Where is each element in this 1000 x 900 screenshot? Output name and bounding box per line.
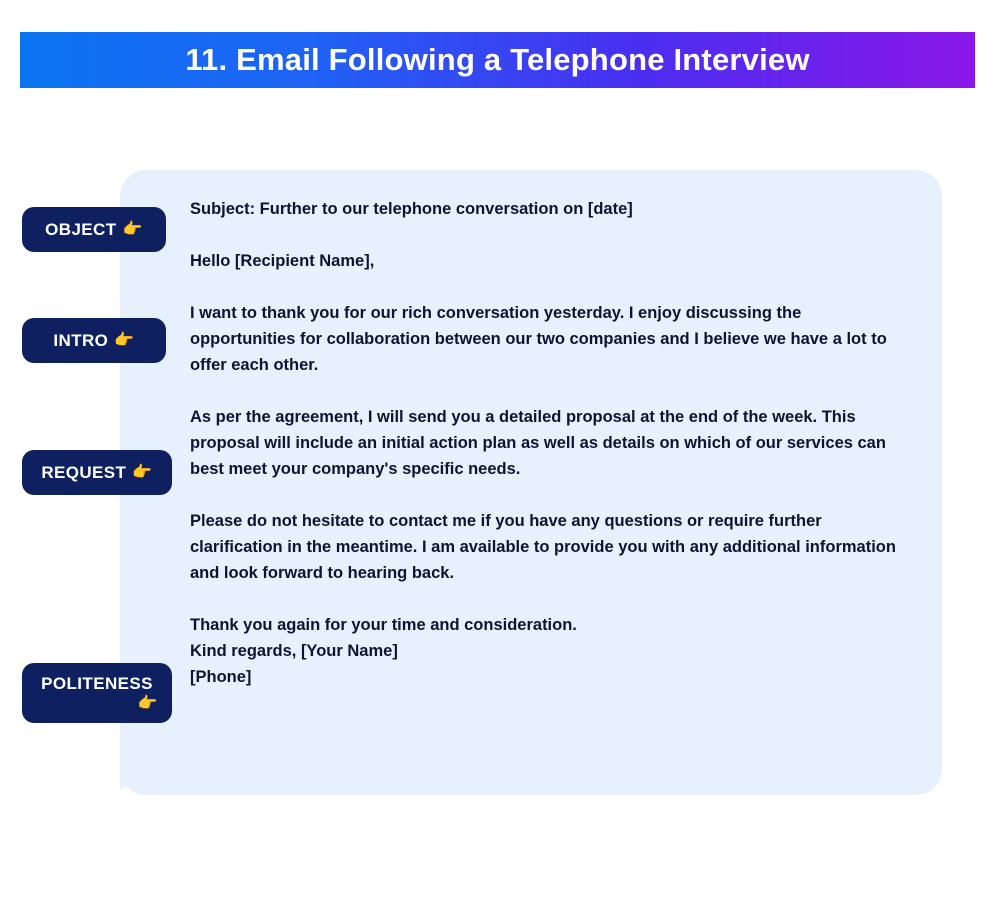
- label-request: [22, 450, 172, 495]
- email-closing-thanks: Thank you again for your time and consideration.: [190, 616, 577, 634]
- email-greeting: Hello [Recipient Name],: [190, 252, 375, 270]
- label-intro: [22, 318, 166, 363]
- label-intro-text: INTRO: [53, 330, 109, 350]
- page-title: 11. Email Following a Telephone Interview: [185, 42, 810, 77]
- email-closing-phone: [Phone]: [190, 668, 252, 686]
- email-closing-regards: Kind regards, [Your Name]: [190, 642, 398, 660]
- pointing-hand-icon: 👉: [132, 463, 153, 481]
- label-object-text: OBJECT: [45, 219, 117, 239]
- email-body: [190, 196, 910, 690]
- email-request-paragraph: As per the agreement, I will send you a detailed proposal at the end of the week. This proposal will include an initial action plan as well as details on which of our services can best meet your company's specific needs.: [190, 408, 886, 478]
- label-politeness: [22, 663, 172, 723]
- pointing-hand-icon: 👉: [122, 220, 143, 238]
- header-banner: [20, 32, 975, 88]
- label-politeness-text: POLITENESS: [41, 674, 153, 693]
- email-subject: Subject: Further to our telephone conversation on [date]: [190, 200, 633, 218]
- pointing-hand-icon: 👉: [137, 695, 158, 712]
- email-intro-paragraph: I want to thank you for our rich conversation yesterday. I enjoy discussing the opportunities for collaboration between our two companies and I believe we have a lot to offer each other.: [190, 304, 887, 374]
- label-object: [22, 207, 166, 252]
- label-request-text: REQUEST: [41, 462, 127, 482]
- email-bubble-tail: [120, 740, 182, 790]
- email-followup-paragraph: Please do not hesitate to contact me if you have any questions or require further clarification in the meantime. I am available to provide you with any additional information and look forward to hearing back.: [190, 512, 896, 582]
- pointing-hand-icon: 👉: [114, 331, 135, 349]
